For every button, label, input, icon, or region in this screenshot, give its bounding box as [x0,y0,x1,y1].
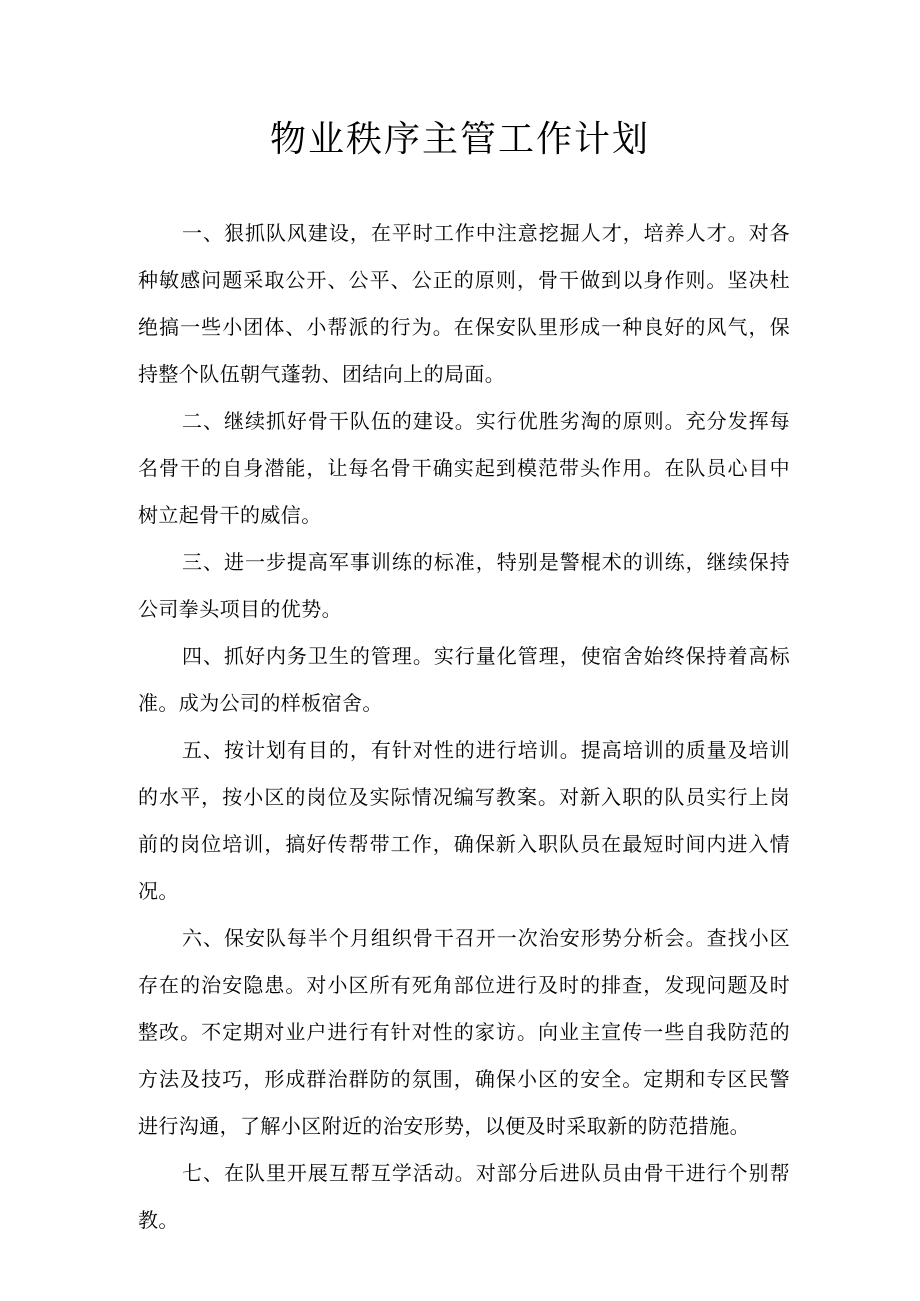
paragraph-3: 三、进一步提高军事训练的标准，特别是警棍术的训练，继续保持公司拳头项目的优势。 [138,550,790,621]
document-title: 物业秩序主管工作计划 [269,119,650,160]
paragraph-1: 一、狠抓队风建设，在平时工作中注意挖掘人才，培养人才。对各种敏感问题采取公开、公平、公正的原则，骨干做到以身作则。坚决杜绝搞一些小团体、小帮派的行为。在保安队里形成一种良好的风气，保持整个队伍朝气蓬勃、团结向上的局面。 [138,221,790,386]
paragraph-5: 五、按计划有目的，有针对性的进行培训。提高培训的质量及培训的水平，按小区的岗位及实际情况编写教案。对新入职的队员实行上岗前的岗位培训，搞好传帮带工作，确保新入职队员在最短时间内进入情况。 [138,738,790,903]
paragraph-7: 七、在队里开展互帮互学活动。对部分后进队员由骨干进行个别帮教。 [138,1161,790,1232]
paragraph-2: 二、继续抓好骨干队伍的建设。实行优胜劣淘的原则。充分发挥每名骨干的自身潜能，让每名骨干确实起到模范带头作用。在队员心目中树立起骨干的威信。 [138,409,790,527]
paragraph-6: 六、保安队每半个月组织骨干召开一次治安形势分析会。查找小区存在的治安隐患。对小区所有死角部位进行及时的排查，发现问题及时整改。不定期对业户进行有针对性的家访。向业主宣传一些自我防范的方法及技巧，形成群治群防的氛围，确保小区的安全。定期和专区民警进行沟通，了解小区附近的治安形势，以便及时采取新的防范措施。 [138,926,790,1138]
document-body [138,210,790,1244]
paragraph-4: 四、抓好内务卫生的管理。实行量化管理，使宿舍始终保持着高标准。成为公司的样板宿舍。 [138,644,790,715]
